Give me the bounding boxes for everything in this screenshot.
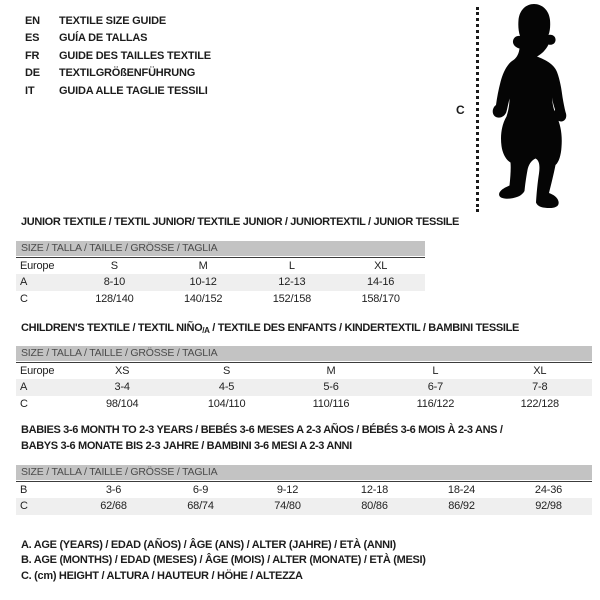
size-cell: 7-8 [532,381,548,394]
size-cell: 14-16 [367,276,395,289]
footnote-line-b: B. AGE (MONTHS) / EDAD (MESES) / ÂGE (MOIS) / ALTER (MONATE) / ETÀ (MESI) [21,554,426,567]
size-cell: 3-6 [105,484,122,496]
size-cell: 12-18 [360,484,389,496]
language-row-it [25,83,211,100]
size-cell: 4-5 [218,381,235,394]
heading-text: CHILDREN'S TEXTILE / TEXTIL NIÑO [21,322,203,334]
size-cell: 116/122 [416,397,455,410]
size-cell: 5-6 [323,381,339,394]
size-table-children [16,362,592,412]
size-cell: L [432,365,439,377]
language-row-en [25,13,211,30]
size-cell: XL [533,365,547,377]
size-cell: 74/80 [274,500,301,513]
height-measure-dotted-line [476,7,479,212]
size-cell: 12-13 [278,276,306,289]
size-cell: 158/170 [361,292,400,305]
size-cell: XL [374,260,388,272]
language-title: GUÍA DE TALLAS [59,32,148,45]
size-table-junior [16,257,425,307]
size-cell: M [326,365,336,377]
table-row [16,396,592,413]
footnote-line-a: A. AGE (YEARS) / EDAD (AÑOS) / ÂGE (ANS) / ALTER (JAHRE) / ETÀ (ANNI) [21,539,396,551]
language-code: DE [25,67,40,80]
size-cell: 68/74 [187,500,214,513]
heading-text: / TEXTILE DES ENFANTS / KINDERTEXTIL / BAMBINI TESSILE [209,322,519,334]
row-label: C [20,500,28,513]
height-measure-label: C [456,103,465,117]
size-bar-children: SIZE / TALLA / TAILLE / GRÖSSE / TAGLIA [16,346,592,361]
size-bar-babies: SIZE / TALLA / TAILLE / GRÖSSE / TAGLIA [16,465,592,480]
size-cell: 80/86 [361,500,388,513]
size-cell: 24-36 [534,484,563,496]
size-cell: 110/116 [312,397,350,410]
size-cell: 104/110 [207,397,246,410]
size-cell: M [198,260,208,272]
row-label: Europe [20,260,55,272]
language-row-de [25,65,211,82]
heading-text: /A [202,326,210,335]
language-code: IT [25,84,35,97]
language-title: TEXTILGRÖßENFÜHRUNG [59,67,196,80]
table-row [16,379,592,396]
language-code: EN [25,15,40,27]
row-label: A [20,381,28,394]
language-code: FR [25,49,40,62]
size-cell: 9-12 [276,484,299,496]
size-bar-junior: SIZE / TALLA / TAILLE / GRÖSSE / TAGLIA [16,241,425,256]
size-cell: 152/158 [272,292,312,305]
footnote-line-c: C. (cm) HEIGHT / ALTURA / HAUTEUR / HÖHE / ALTEZZA [21,569,303,582]
row-label: Europe [20,365,55,377]
size-cell: 140/152 [183,292,223,305]
row-label: C [20,397,28,410]
size-table-babies [16,481,592,515]
table-row [16,291,425,308]
table-row [16,363,592,380]
size-cell: 86/92 [448,500,475,513]
size-cell: 6-9 [192,484,209,496]
section-heading-children [21,321,519,339]
size-cell: 92/98 [535,500,562,513]
size-cell: L [288,260,295,272]
row-label: C [20,292,28,305]
heading-text: BABYS 3-6 MONATE BIS 2-3 JAHRE / BAMBINI 3-6 MESI A 2-3 ANNI [21,439,352,452]
language-title: GUIDA ALLE TAGLIE TESSILI [59,84,208,97]
table-row [16,498,592,515]
table-row [16,482,592,499]
row-label: B [20,484,28,496]
language-row-es [25,30,211,47]
size-cell: XS [115,365,130,377]
size-cell: 8-10 [103,276,125,289]
language-list [25,13,211,100]
language-title: GUIDE DES TAILLES TEXTILE [59,49,211,62]
size-cell: 18-24 [447,484,476,496]
heading-text: JUNIOR TEXTILE / TEXTIL JUNIOR/ TEXTILE JUNIOR / JUNIORTEXTIL / JUNIOR TESSILE [21,216,460,228]
size-cell: 3-4 [114,381,130,394]
table-row [16,258,425,275]
size-cell: 98/104 [105,397,139,410]
language-code: ES [25,32,40,45]
section-heading-junior [21,215,459,231]
table-row [16,274,425,291]
language-title: TEXTILE SIZE GUIDE [59,15,167,27]
size-cell: 62/68 [100,500,127,513]
heading-text: BABIES 3-6 MONTH TO 2-3 YEARS / BEBÉS 3-6 MESES A 2-3 AÑOS / BÉBÉS 3-6 MOIS À 2-3 ANS / [21,424,503,436]
language-row-fr [25,48,211,65]
size-cell: 128/140 [95,292,134,305]
row-label: A [20,276,28,289]
size-cell: 122/128 [520,397,559,410]
size-cell: 6-7 [427,381,444,394]
section-heading-babies [21,423,503,454]
size-cell: 10-12 [189,276,217,289]
baby-silhouette-icon [482,4,587,212]
size-cell: S [223,365,231,377]
size-cell: S [110,260,118,272]
legend-footnotes [21,538,426,584]
